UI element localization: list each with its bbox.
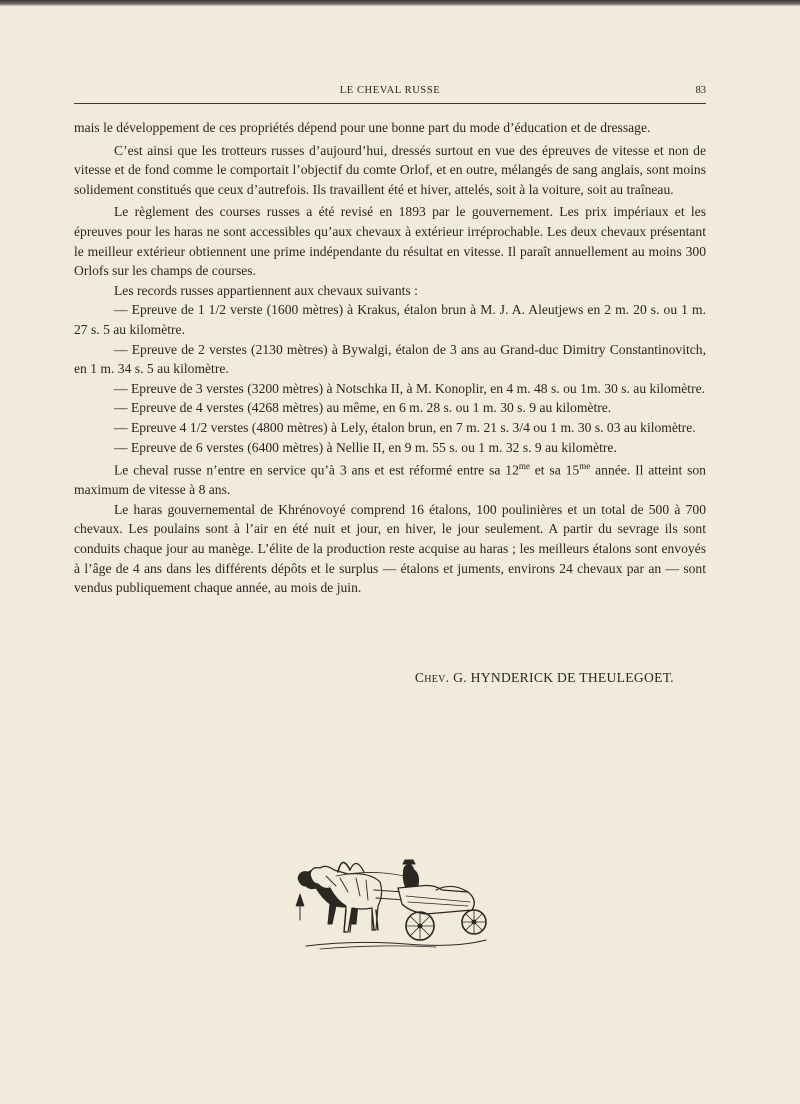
record-item: — Epreuve de 2 verstes (2130 mètres) à Bywalgi, étalon de 3 ans au Grand-duc Dimitry Constantinovitch, en 1 m. 34 s. 5 au kilomètre.: [74, 341, 706, 377]
page-header: [74, 85, 706, 103]
author-signature: [74, 668, 706, 688]
paragraph-haras: Le haras gouvernemental de Khrénovoyé comprend 16 étalons, 100 poulinières et un total de 500 à 700 chevaux. Les poulains sont à l’air en été nuit et jour, en hiver, le jour seulement. A partir du sevrage ils sont conduits chaque jour au manège. L’élite de la production reste acquise au haras ; les meilleurs étalons sont envoyés à l’âge de 4 ans dans les différents dépôts et le surplus — étalons et juments, environs 24 chevaux par an — sont vendus publiquement chaque année, au mois de juin.: [74, 501, 706, 596]
paragraph-service: Le cheval russe n’entre en service qu’à 3 ans et est réformé entre sa $12^{me}$ et sa $15^{me}$ année. Il atteint son maximum de vitesse à 8 ans.: [74, 461, 706, 498]
signature-title: Chev.: [414, 670, 450, 685]
horse-drawn-carriage-icon: [286, 848, 496, 954]
running-title: LE CHEVAL RUSSE: [339, 85, 441, 96]
signature-name: G. HYNDERICK DE THEULEGOET.: [453, 670, 674, 685]
record-item: — Epreuve 4 1/2 verstes (4800 mètres) à Lely, étalon brun, en 7 m. 21 s. 3/4 ou 1 m. 30 s. 03 au kilomètre.: [114, 419, 696, 435]
paragraph-reglement: Le règlement des courses russes a été revisé en 1893 par le gouvernement. Les prix impériaux et les épreuves pour les haras ne sont accessibles qu’aux chevaux à extérieur irréprochable. Les deux chevaux présentant le meilleur extérieur obtiennent une prime indépendante du résultat en vitesse. Il paraît annuellement au moins 300 Orlofs sur les champs de courses.: [74, 204, 706, 279]
page-top-edge: [0, 0, 800, 6]
record-item: — Epreuve de 4 verstes (4268 mètres) au même, en 6 m. 28 s. ou 1 m. 30 s. 9 au kilomètre.: [114, 400, 612, 416]
record-item: — Epreuve de 3 verstes (3200 mètres) à Notschka II, à M. Konoplir, en 4 m. 48 s. ou 1m. 30 s. au kilomètre.: [114, 380, 706, 396]
page-number: 83: [695, 85, 706, 96]
paragraph-records-intro: Les records russes appartiennent aux chevaux suivants :: [114, 282, 418, 298]
paragraph-continuation: mais le développement de ces propriétés dépend pour une bonne part du mode d’éducation et de dressage.: [74, 120, 651, 135]
record-item: — Epreuve de 1 1/2 verste (1600 mètres) à Krakus, étalon brun à M. J. A. Aleutjews en 2 m. 20 s. ou 1 m. 27 s. 5 au kilomètre.: [74, 302, 706, 337]
record-item: — Epreuve de 6 verstes (6400 mètres) à Nellie II, en 9 m. 55 s. ou 1 m. 32 s. 9 au kilomètre.: [114, 439, 617, 455]
article-body: [74, 118, 706, 598]
header-rule: [74, 103, 706, 104]
paragraph-trotteurs: C’est ainsi que les trotteurs russes d’aujourd’hui, dressés surtout en vue des épreuves de vitesse et non de vitesse et de fond comme le comportait l’objectif du comte Orlof, et en outre, mélangés de sang anglais, sont moins solidement constitués que ceux d’autrefois. Ils travaillent été et hiver, attelés, soit à la voiture, soit au traîneau.: [74, 142, 706, 197]
